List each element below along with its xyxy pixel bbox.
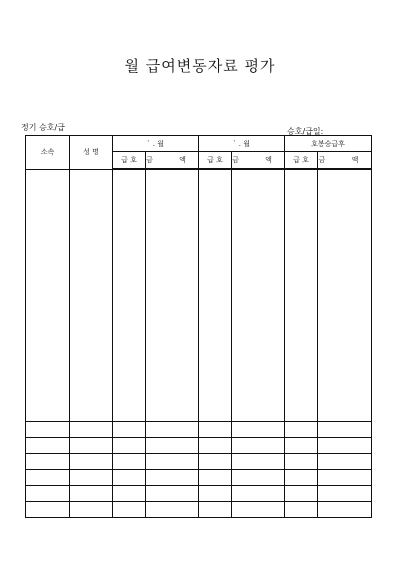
table-cell[interactable] (285, 169, 318, 422)
table-cell[interactable] (113, 486, 146, 502)
table-cell[interactable] (146, 486, 199, 502)
table-cell[interactable] (70, 438, 113, 454)
table-cell[interactable] (146, 454, 199, 470)
table-cell[interactable] (199, 438, 232, 454)
table-cell[interactable] (26, 454, 70, 470)
after-promotion-header: 호봉승급후 (285, 136, 372, 152)
table-cell[interactable] (146, 438, 199, 454)
table-cell[interactable] (232, 422, 285, 438)
table-cell[interactable] (26, 486, 70, 502)
table-cell[interactable] (70, 454, 113, 470)
table-cell[interactable] (285, 470, 318, 486)
amount-header: 금 액 (318, 152, 372, 170)
table-cell[interactable] (232, 169, 285, 422)
promotion-date-label: 승호/급일: (287, 127, 324, 136)
table-cell[interactable] (70, 422, 113, 438)
table-cell[interactable] (318, 169, 372, 422)
table-row (26, 422, 372, 438)
name-header: 성 명 (70, 136, 113, 170)
affiliation-header: 소속 (26, 136, 70, 170)
table-cell[interactable] (26, 422, 70, 438)
table-cell[interactable] (199, 454, 232, 470)
table-cell[interactable] (199, 422, 232, 438)
table-cell[interactable] (199, 486, 232, 502)
document-title: 월 급여변동자료 평가 (124, 57, 276, 75)
table-cell[interactable] (113, 454, 146, 470)
table-cell[interactable] (26, 169, 70, 422)
table-cell[interactable] (146, 470, 199, 486)
table-cell[interactable] (199, 169, 232, 422)
table-row (26, 169, 372, 422)
table-cell[interactable] (232, 454, 285, 470)
table-cell[interactable] (318, 486, 372, 502)
table-cell[interactable] (318, 438, 372, 454)
table-cell[interactable] (113, 502, 146, 518)
table-cell[interactable] (285, 454, 318, 470)
table-row (26, 486, 372, 502)
table-cell[interactable] (318, 502, 372, 518)
table-cell[interactable] (113, 422, 146, 438)
table-cell[interactable] (113, 438, 146, 454)
month-group-1-header: ` . 월 (113, 136, 199, 152)
table-cell[interactable] (70, 486, 113, 502)
table-cell[interactable] (285, 438, 318, 454)
table-cell[interactable] (199, 502, 232, 518)
table-cell[interactable] (146, 169, 199, 422)
table-cell[interactable] (113, 470, 146, 486)
table-cell[interactable] (232, 470, 285, 486)
table-cell[interactable] (232, 486, 285, 502)
table-cell[interactable] (232, 502, 285, 518)
header-row-1 (26, 136, 372, 152)
month-group-2-header: ` . 월 (199, 136, 285, 152)
regular-promotion-label: 정기 승호/급 (21, 123, 65, 132)
grade-header: 급 호 (199, 152, 232, 170)
table-row (26, 454, 372, 470)
table-cell[interactable] (285, 502, 318, 518)
small-rows (26, 422, 372, 518)
table-cell[interactable] (232, 438, 285, 454)
table-cell[interactable] (318, 470, 372, 486)
table-cell[interactable] (113, 169, 146, 422)
table-cell[interactable] (285, 422, 318, 438)
grade-header: 급 호 (285, 152, 318, 170)
table-cell[interactable] (26, 470, 70, 486)
table-cell[interactable] (285, 486, 318, 502)
table-cell[interactable] (70, 169, 113, 422)
grade-header: 급 호 (113, 152, 146, 170)
table-cell[interactable] (70, 502, 113, 518)
table-cell[interactable] (146, 502, 199, 518)
amount-header: 금 액 (232, 152, 285, 170)
table-cell[interactable] (26, 438, 70, 454)
table-cell[interactable] (318, 422, 372, 438)
table-cell[interactable] (70, 470, 113, 486)
table-cell[interactable] (146, 422, 199, 438)
table-row (26, 502, 372, 518)
table-row (26, 438, 372, 454)
payroll-change-table (25, 135, 372, 518)
table-row (26, 470, 372, 486)
amount-header: 금 액 (146, 152, 199, 170)
table-cell[interactable] (318, 454, 372, 470)
table-cell[interactable] (26, 502, 70, 518)
table-cell[interactable] (199, 470, 232, 486)
